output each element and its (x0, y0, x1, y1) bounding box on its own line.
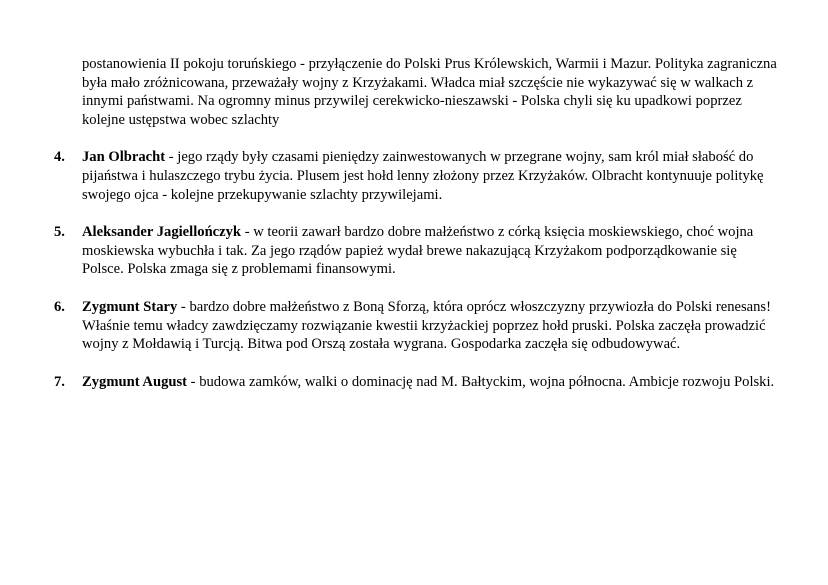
ruler-name: Aleksander Jagiellończyk (82, 224, 242, 241)
list-item-text (82, 223, 782, 279)
ruler-name: Jan Olbracht (82, 149, 166, 166)
ruler-name: Zygmunt August (82, 373, 188, 390)
ruler-name: Zygmunt Stary (82, 298, 178, 315)
intro-paragraph: postanowienia II pokoju toruńskiego - przyłączenie do Polski Prus Królewskich, Warmii i Mazur. Polityka zagraniczna była mało zróżnicowana, przeważały wojny z Krzyżakami. Władca miał szczęście nie wykazywać się w walkach z innymi państwami. Na ogromny minus przywilej cerekwicko-nieszawski - Polska chyli się ku upadkowi poprzez kolejne ustępstwa wobec szlachty (82, 56, 777, 128)
ruler-description: - budowa zamków, walki o dominację nad M. Bałtyckim, wojna północna. Ambicje rozwoju Polski. (187, 373, 775, 390)
list-item (54, 148, 782, 204)
document-content (54, 55, 782, 391)
list-item (54, 298, 782, 354)
list-item-text (82, 298, 782, 354)
list-item-text (82, 148, 782, 204)
list-item-number: 7. (54, 373, 65, 390)
list-item-text (82, 373, 782, 392)
ruler-description: - jego rządy były czasami pieniędzy zainwestowanych w przegrane wojny, sam król miał słabość do pijaństwa i hulaszczego trybu życia. Plusem jest hołd lenny złożony przez Krzyżaków. Olbracht kontynuuje politykę swojego ojca - kolejne przekupywanie szlachty przywilejami. (82, 149, 764, 203)
list-item (54, 223, 782, 279)
ruler-description: - bardzo dobre małżeństwo z Boną Sforzą, która oprócz włoszczyzny przywiozła do Polski renesans! Właśnie temu władcy zawdzięczamy rozwiązanie kwestii krzyżackiej poprzez hołd pruski. Polska zaczęła prowadzić wojny z Mołdawią i Turcją. Bitwa pod Orszą została wygrana. Gospodarka zaczęła się odbudowywać. (82, 298, 771, 353)
list-item (54, 373, 782, 392)
list-item-number: 6. (54, 298, 65, 315)
ruler-description: - w teorii zawarł bardzo dobre małżeństwo z córką księcia moskiewskiego, choć wojna moskiewska wybuchła i tak. Za jego rządów papież wydał brewe nakazującą Krzyżakom podporządkowanie się Polsce. Polska zmaga się z problemami finansowymi. (82, 224, 754, 278)
list-item-number: 5. (54, 224, 65, 241)
list-item-number: 4. (54, 149, 65, 166)
